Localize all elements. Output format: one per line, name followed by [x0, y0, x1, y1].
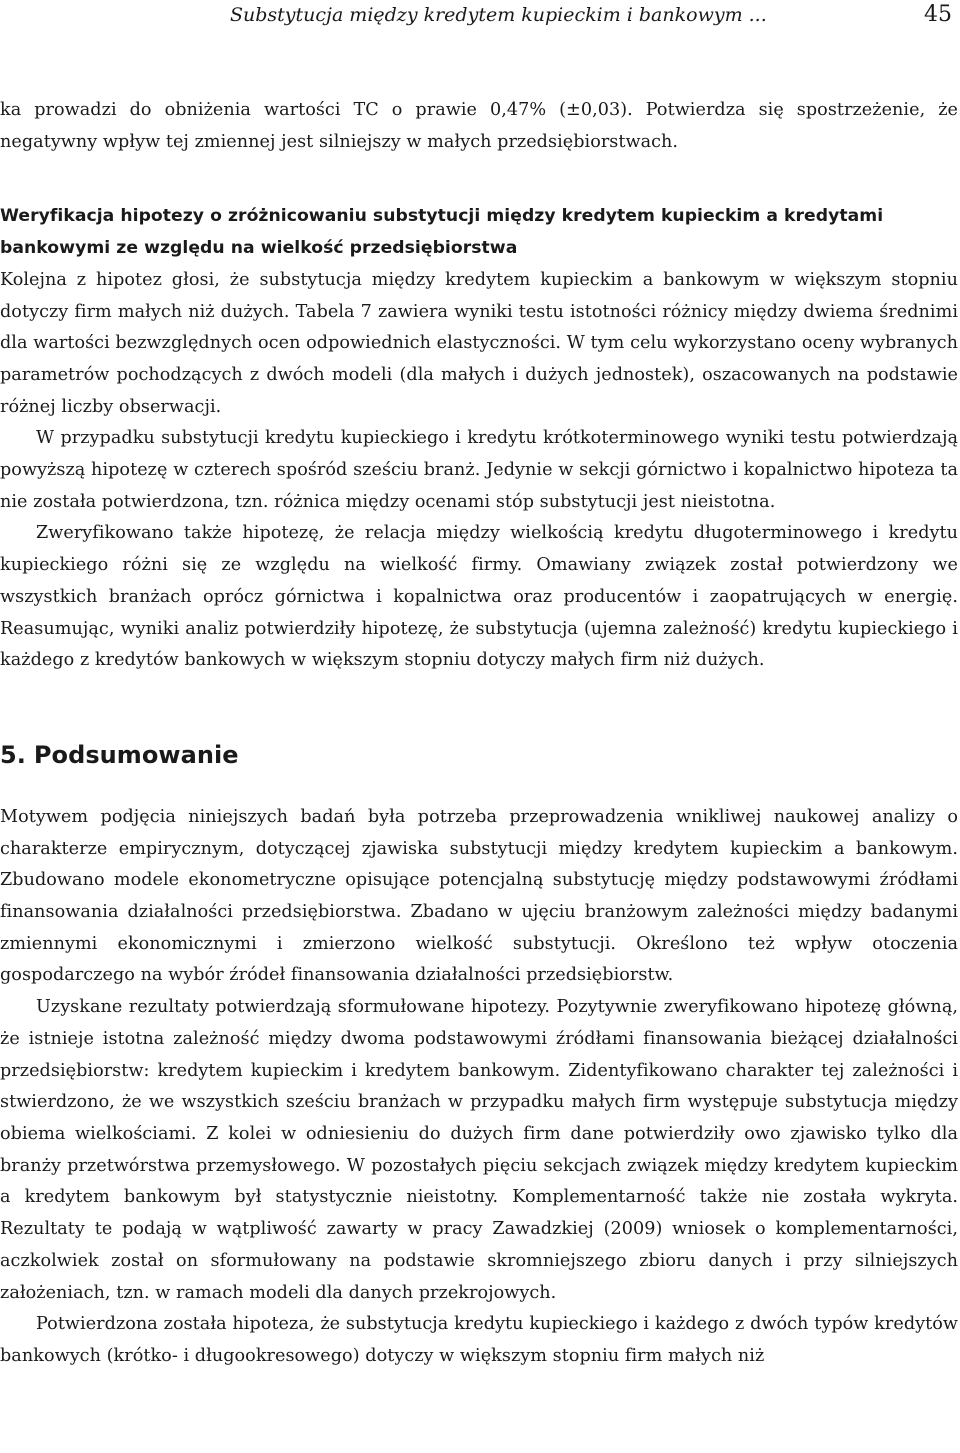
- paragraph-summary-1: Motywem podjęcia niniejszych badań była potrzeba przeprowadzenia wnikliwej naukowej analizy o charakterze empirycznym, dotyczącej zjawiska substytucji między kredytem kupieckim a bankowym. Zbudowano modele ekonometryczne opisujące potencjalną substytucję między podstawowymi źródłami finansowania działalności przedsiębiorstwa. Zbadano w ujęciu branżowym zależności między badanymi zmiennymi ekonomicznymi i zmierzono wielkość substytucji. Określono też wpływ otoczenia gospodarczego na wybór źródeł finansowania działalności przedsiębiorstw.: [0, 806, 958, 986]
- paragraph-summary-3: Potwierdzona została hipoteza, że substytucja kredytu kupieckiego i każdego z dwóch typów kredytów bankowych (krótko- i długookresowego) dotyczy w większym stopniu firm małych niż: [0, 1314, 958, 1366]
- section-number: 5.: [0, 740, 26, 769]
- running-header: [0, 0, 958, 30]
- subsection-heading: Weryfikacja hipotezy o zróżnicowaniu substytucji między kredytem kupieckim a kredytami bankowymi ze względu na wielkość przedsiębiorstwa: [0, 206, 884, 259]
- paragraph-hypothesis-3: Zweryfikowano także hipotezę, że relacja między wielkością kredytu długoterminowego i kredytu kupieckiego różni się ze względu na wielkość firmy. Omawiany związek został potwierdzony we wszystkich branżach oprócz górnictwa i kopalnictwa oraz producentów i zaopatrujących w energię. Reasumując, wyniki analiz potwierdziły hipotezę, że substytucja (ujemna zależność) kredytu kupieckiego i każdego z kredytów bankowych w większym stopniu dotyczy małych firm niż dużych.: [0, 523, 958, 671]
- paragraph-summary-2: Uzyskane rezultaty potwierdzają sformułowane hipotezy. Pozytywnie zweryfikowano hipotezę główną, że istnieje istotna zależność między dwoma podstawowymi źródłami finansowania bieżącej działalności przedsiębiorstw: kredytem kupieckim i kredytem bankowym. Zidentyfikowano charakter tej zależności i stwierdzono, że we wszystkich sześciu branżach w przypadku małych firm występuje substytucja między obiema wielkościami. Z kolei w odniesieniu do dużych firm dane potwierdziły owo zjawisko tylko dla branży przetwórstwa przemysłowego. W pozostałych pięciu sekcjach związek między kredytem kupieckim a kredytem bankowym był statystycznie nieistotny. Komplementarność także nie została wykryta. Rezultaty te podają w wątpliwość zawarty w pracy Zawadzkiej (2009) wniosek o komplementarności, aczkolwiek został on sformułowany na podstawie skromniejszego zbioru danych i przy silniejszych założeniach, tzn. w ramach modeli dla danych przekrojowych.: [0, 997, 958, 1303]
- section-heading: [0, 738, 958, 772]
- running-title: Substytucja między kredytem kupieckim i bankowym ...: [230, 4, 767, 26]
- page-number: 45: [924, 2, 952, 27]
- paragraph-intro: ka prowadzi do obniżenia wartości TC o prawie 0,47% (±0,03). Potwierdza się spostrzeżenie, że negatywny wpływ tej zmiennej jest silniejszy w małych przedsiębiorstwach.: [0, 100, 958, 152]
- paragraph-hypothesis-1: Kolejna z hipotez głosi, że substytucja między kredytem kupieckim a bankowym w większym stopniu dotyczy firm małych niż dużych. Tabela 7 zawiera wyniki testu istotności różnicy między dwiema średnimi dla wartości bezwzględnych ocen odpowiednich elastyczności. W tym celu wykorzystano oceny wybranych parametrów pochodzących z dwóch modeli (dla małych i dużych jednostek), oszacowanych na podstawie różnej liczby obserwacji.: [0, 269, 958, 417]
- body-text: [0, 95, 958, 1373]
- paragraph-hypothesis-2: W przypadku substytucji kredytu kupieckiego i kredytu krótkoterminowego wyniki testu potwierdzają powyższą hipotezę w czterech spośród sześciu branż. Jedynie w sekcji górnictwo i kopalnictwo hipoteza ta nie została potwierdzona, tzn. różnica między ocenami stóp substytucji jest nieistotna.: [0, 428, 958, 512]
- section-title: Podsumowanie: [33, 740, 239, 769]
